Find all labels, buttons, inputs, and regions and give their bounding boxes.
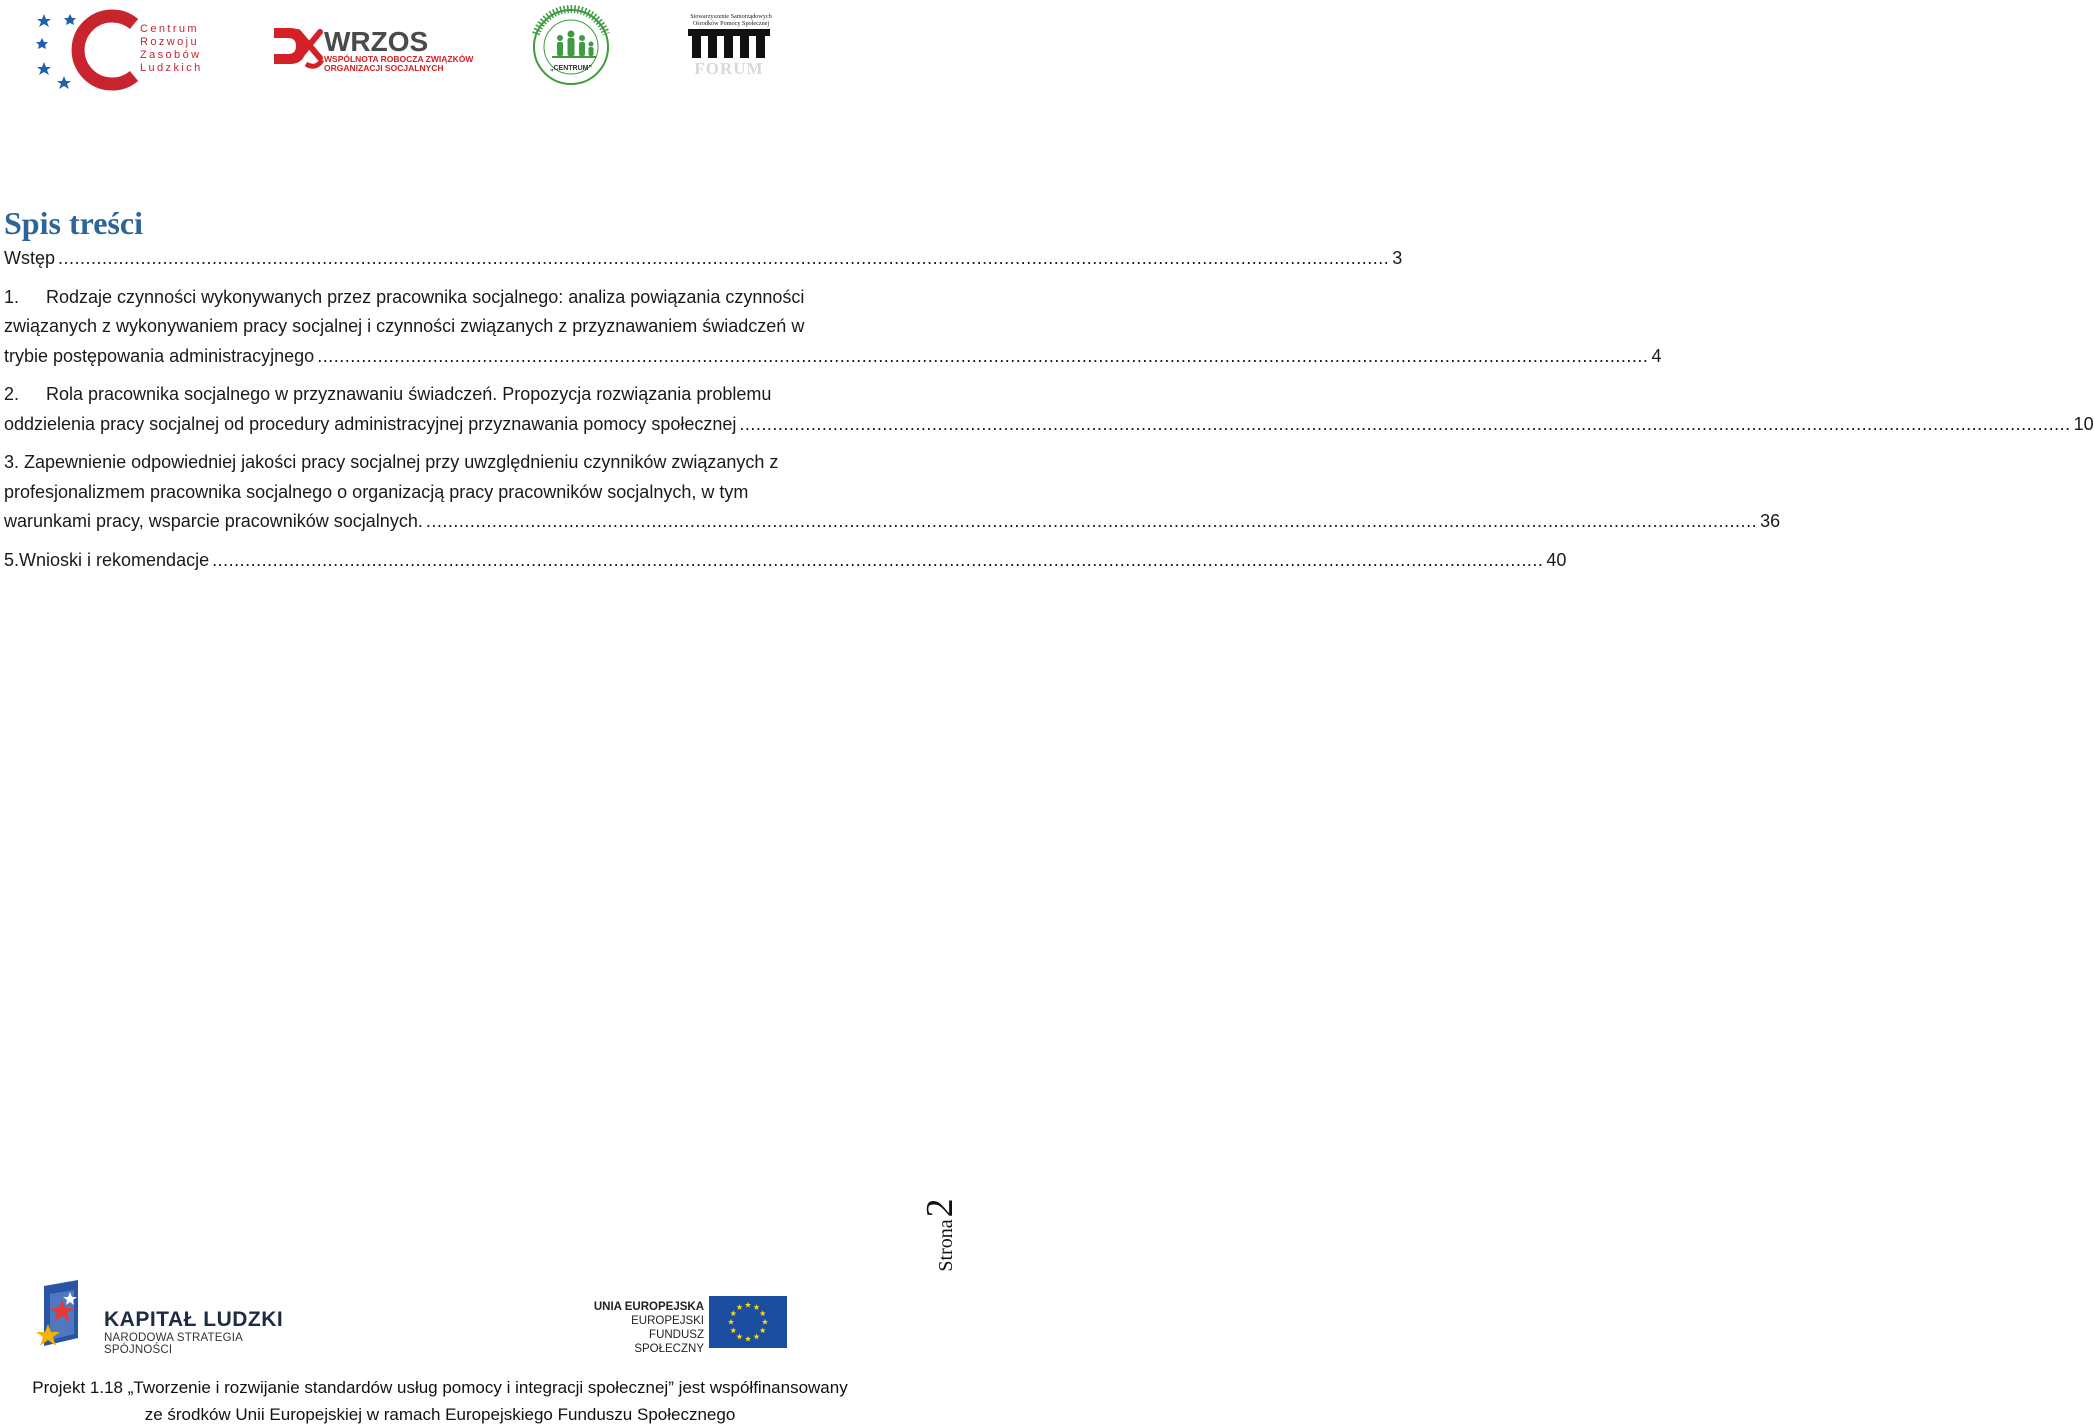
eu-logo (590, 1296, 790, 1355)
toc-entry-page: 10 (2073, 413, 2094, 434)
wrzos-title: WRZOS (324, 26, 429, 57)
toc-entry-page: 40 (1546, 549, 1567, 570)
kapital-ludzki-title: KAPITAŁ LUDZKI (104, 1308, 284, 1331)
centrum-logo (530, 8, 614, 88)
toc-entry-page: 3 (1392, 248, 1403, 268)
eu-star-icon (753, 1304, 759, 1310)
eu-star-icon (736, 1304, 742, 1310)
centrum-label: „CENTRUM” (550, 65, 592, 72)
toc-entry-number: 1. (4, 286, 20, 307)
dot-leader: .................................................................................................................................................................................................................................................. (58, 248, 1390, 268)
toc-entry-number: 2. (4, 384, 20, 404)
dot-leader: .................................................................................................................................................................................................................................................. (212, 549, 1544, 570)
toc-entry-page: 4 (1651, 345, 1662, 366)
toc-entry-1[interactable]: 1. Rodzaje czynności wykonywanych przez pracownika socjalnego: analiza powiązania czynności związanych z wykonywaniem pracy socjalnej i czynności związanych z przyznawaniem świadczeń w trybie postępowania administracyjnego .................................................................................................................................................................................................................................................. 4 (4, 283, 876, 372)
eu-star-icon (730, 1310, 736, 1316)
toc-entry-number: 3. (4, 452, 20, 472)
page-number-value: 2 (919, 1198, 961, 1218)
crzl-logo (34, 10, 204, 90)
forum-line-1: Stowarzyszenie Samorządowych (690, 13, 772, 20)
toc-list (4, 244, 2094, 575)
crzl-line-2: Rozwoju (140, 36, 199, 48)
eu-line-1: UNIA EUROPEJSKA (593, 1301, 704, 1313)
eu-star-icon (730, 1327, 736, 1333)
toc-entry-page: 36 (1760, 511, 1781, 531)
eu-star-icon (728, 1319, 734, 1325)
toc-entry-2[interactable]: 2. Rola pracownika socjalnego w przyznawaniu świadczeń. Propozycja rozwiązania problemu oddzielenia pracy socjalnej od procedury administracyjnej przyznawania pomocy społecznej .................................................................................................................................................................................................................................................. 10 (4, 380, 876, 439)
toc-title: Spis treści (4, 205, 143, 241)
crzl-line-4: Ludzkich (140, 62, 203, 74)
eu-star-icon (753, 1334, 759, 1340)
dot-leader: .................................................................................................................................................................................................................................................. (739, 413, 2071, 434)
eu-line-2: EUROPEJSKI (631, 1315, 704, 1327)
crzl-line-3: Zasobów (140, 49, 202, 61)
footer-line-1: Projekt 1.18 „Tworzenie i rozwijanie standardów usług pomocy i integracji społecznej” jest współfinansowany (32, 1378, 848, 1397)
eu-star-icon (736, 1334, 742, 1340)
eu-star-icon (745, 1302, 751, 1308)
footer-text (0, 1374, 880, 1428)
forum-line-2: Ośrodków Pomocy Społecznej (692, 20, 770, 27)
eu-star-icon (760, 1327, 766, 1333)
toc-entry-text: Wnioski i rekomendacje (19, 549, 210, 570)
crzl-line-1: Centrum (140, 23, 199, 35)
page-label: Strona (935, 1219, 957, 1272)
wrzos-line-2: ORGANIZACJI SOCJALNYCH (324, 63, 444, 73)
kapital-ludzki-subtitle: NARODOWA STRATEGIA SPÓJNOŚCI (104, 1332, 243, 1356)
toc-entry-intro[interactable] (4, 244, 1403, 274)
kapital-ludzki-logo (34, 1280, 284, 1362)
wrzos-logo (272, 24, 474, 76)
toc-entry-number: 5. (4, 549, 20, 570)
eu-star-icon (745, 1336, 751, 1342)
wrzos-line-1: WSPÓLNOTA ROBOCZA ZWIĄZKÓW (324, 54, 474, 64)
footer-line-2: ze środków Unii Europejskiej w ramach Europejskiego Funduszu Społecznego (144, 1405, 736, 1424)
page-number (918, 1190, 962, 1280)
eu-line-3: FUNDUSZ SPOŁECZNY (634, 1329, 704, 1355)
toc-entry-3[interactable]: 3. Zapewnienie odpowiedniej jakości pracy socjalnej przy uwzględnieniu czynników związanych z profesjonalizmem pracownika socjalnego o organizacją pracy pracowników socjalnych, w tym warunkami pracy, wsparcie pracowników socjalnych. .................................................................................................................................................................................................................................................. 36 (4, 448, 876, 537)
eu-star-icon (762, 1319, 768, 1325)
eu-flag-icon (709, 1296, 787, 1348)
kapital-ludzki-emblem-icon (34, 1280, 98, 1362)
eu-star-icon (760, 1310, 766, 1316)
forum-logo (686, 12, 776, 78)
toc-entry-text: Wstęp (4, 248, 56, 268)
toc-entry-5[interactable] (4, 546, 1567, 576)
dot-leader: .................................................................................................................................................................................................................................................. (317, 345, 1649, 366)
forum-label: FORUM (694, 59, 764, 78)
dot-leader: .................................................................................................................................................................................................................................................. (425, 511, 1758, 531)
